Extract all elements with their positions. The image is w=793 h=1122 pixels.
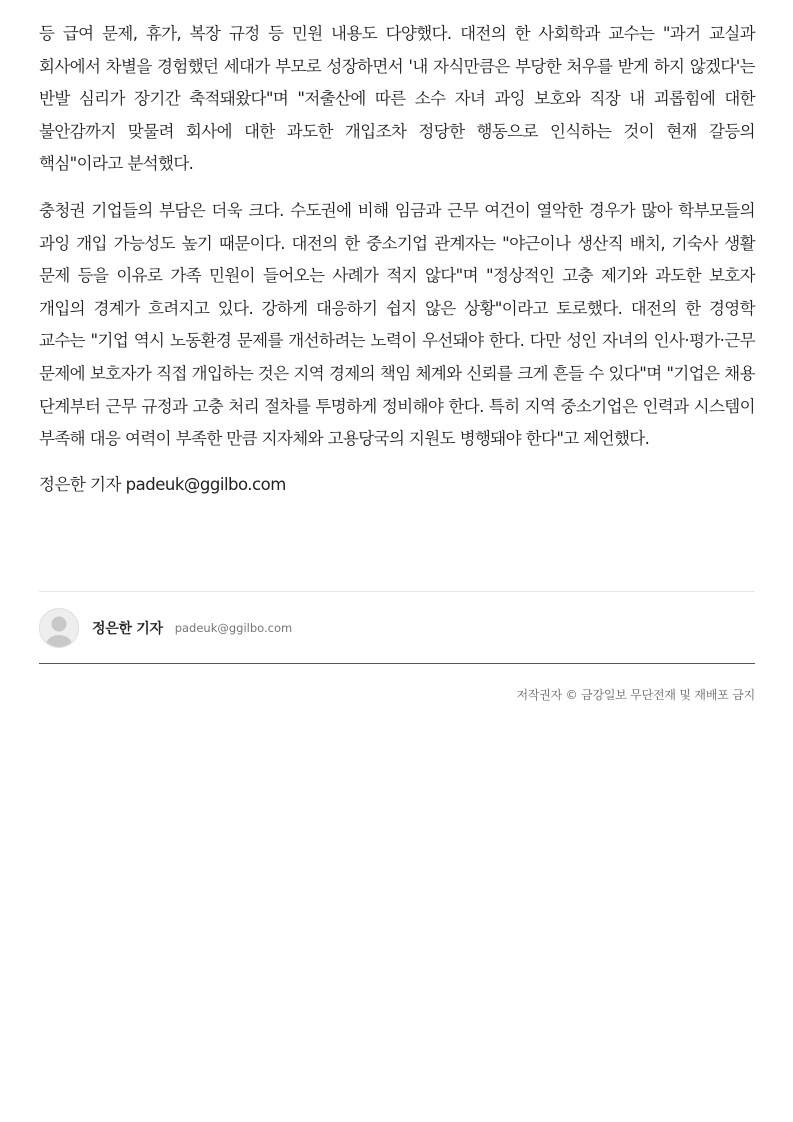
user-silhouette-icon bbox=[39, 608, 79, 648]
article-paragraph: 충청권 기업들의 부담은 더욱 크다. 수도권에 비해 임금과 근무 여건이 열악한 경우가 많아 학부모들의 과잉 개입 가능성도 높기 때문이다. 대전의 한 중소기업 관계자는 "야근이나 생산직 배치, 기숙사 생활 문제 등을 이유로 가족 민원이 들어오는 사례가 적지 않다"며 "정상적인 고충 제기와 과도한 보호자 개입의 경계가 흐려지고 있다. 강하게 대응하기 쉽지 않은 상황"이라고 토로했다. 대전의 한 경영학 교수는 "기업 역시 노동환경 문제를 개선하려는 노력이 우선돼야 한다. 다만 성인 자녀의 인사·평가·근무 문제에 보호자가 직접 개입하는 것은 지역 경제의 책임 체계와 신뢰를 크게 흔들 수 있다"며 "기업은 채용 단계부터 근무 규정과 고충 처리 절차를 투명하게 정비해야 한다. 특히 지역 중소기업은 인력과 시스템이 부족해 대응 여력이 부족한 만큼 지자체와 고용당국의 지원도 병행돼야 한다"고 제언했다. bbox=[39, 200, 755, 449]
article-body bbox=[39, 18, 755, 500]
author-box bbox=[39, 591, 755, 664]
article-paragraph: 등 급여 문제, 휴가, 복장 규정 등 민원 내용도 다양했다. 대전의 한 사회학과 교수는 "과거 교실과 회사에서 차별을 경험했던 세대가 부모로 성장하면서 '내 자식만큼은 부당한 처우를 받게 하지 않겠다'는 반발 심리가 장기간 축적돼왔다"며 "저출산에 따른 소수 자녀 과잉 보호와 직장 내 괴롭힘에 대한 불안감까지 맞물려 회사에 대한 과도한 개입조차 정당한 행동으로 인식하는 것이 현재 갈등의 핵심"이라고 분석했다. bbox=[39, 24, 755, 174]
author-name[interactable]: 정은한 기자 bbox=[92, 620, 163, 637]
author-email[interactable]: padeuk@ggilbo.com bbox=[174, 620, 293, 635]
article-byline: 정은한 기자 padeuk@ggilbo.com bbox=[39, 474, 286, 494]
copyright-notice: 저작권자 © 금강일보 무단전재 및 재배포 금지 bbox=[516, 688, 755, 702]
